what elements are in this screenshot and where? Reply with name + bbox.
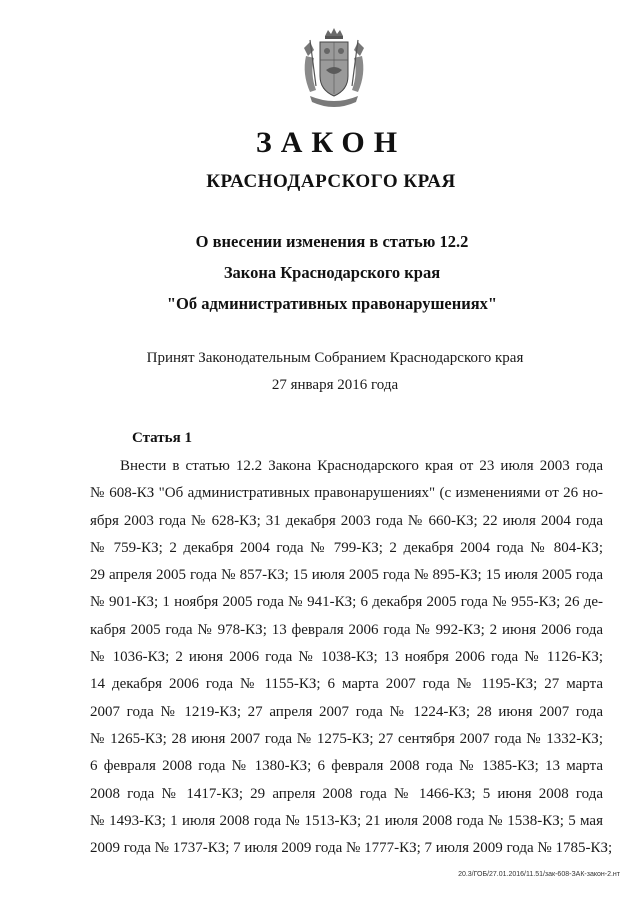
body-line: № 1493-КЗ; 1 июля 2008 года № 1513-КЗ; 21 июля 2008 года № 1538-КЗ; 5 мая [90,812,603,829]
body-line: 14 декабря 2006 года № 1155-КЗ; 6 марта 2007 года № 1195-КЗ; 27 марта [90,676,603,693]
body-line: № 1036-КЗ; 2 июня 2006 года № 1038-КЗ; 13 ноября 2006 года № 1126-КЗ; [90,649,603,666]
coat-of-arms-icon [296,26,372,112]
adoption-date: 27 января 2016 года [271,377,399,393]
article-body [90,453,613,862]
body-line: 29 апреля 2005 года № 857-КЗ; 15 июля 2005 года № 895-КЗ; 15 июля 2005 года [90,567,603,584]
subject-line-3: "Об административных правонарушениях" [166,294,498,313]
adoption-line-1: Принят Законодательным Собранием Краснодарского края [146,350,524,366]
body-line: № 608-КЗ "Об административных правонарушениях" (с изменениями от 26 но- [90,485,603,502]
law-subject [0,226,640,319]
subject-line-2: Закона Краснодарского края [223,263,441,282]
body-line: Внести в статью 12.2 Закона Краснодарского края от 23 июля 2003 года [120,458,603,474]
body-line: ября 2003 года № 628-КЗ; 31 декабря 2003 года № 660-КЗ; 22 июля 2004 года [90,512,603,529]
adoption-note [0,345,640,399]
body-line: 6 февраля 2008 года № 1380-КЗ; 6 февраля 2008 года № 1385-КЗ; 13 марта [90,758,603,775]
body-line: № 1265-КЗ; 28 июня 2007 года № 1275-КЗ; 27 сентября 2007 года № 1332-КЗ; [90,730,603,747]
article-heading: Статья 1 [132,430,192,446]
document-code: 20.3/ГОБ/27.01.2016/11.51/зак-608-ЗАК-закон-2.нт [458,871,620,878]
body-line: кабря 2005 года № 978-КЗ; 13 февраля 2006 года № 992-КЗ; 2 июня 2006 года [90,621,603,638]
body-line: № 759-КЗ; 2 декабря 2004 года № 799-КЗ; 2 декабря 2004 года № 804-КЗ; [90,539,603,556]
subject-line-1: О внесении изменения в статью 12.2 [195,232,469,251]
region-title: КРАСНОДАРСКОГО КРАЯ [206,171,456,192]
body-line: 2009 года № 1737-КЗ; 7 июля 2009 года № 1777-КЗ; 7 июля 2009 года № 1785-КЗ; [90,840,613,857]
body-line: 2008 года № 1417-КЗ; 29 апреля 2008 года № 1466-КЗ; 5 июня 2008 года [90,785,603,802]
body-line: № 901-КЗ; 1 ноября 2005 года № 941-КЗ; 6 декабря 2005 года № 955-КЗ; 26 де- [90,594,603,611]
body-line: 2007 года № 1219-КЗ; 27 апреля 2007 года № 1224-КЗ; 28 июня 2007 года [90,703,603,720]
law-title: ЗАКОН [255,126,407,159]
